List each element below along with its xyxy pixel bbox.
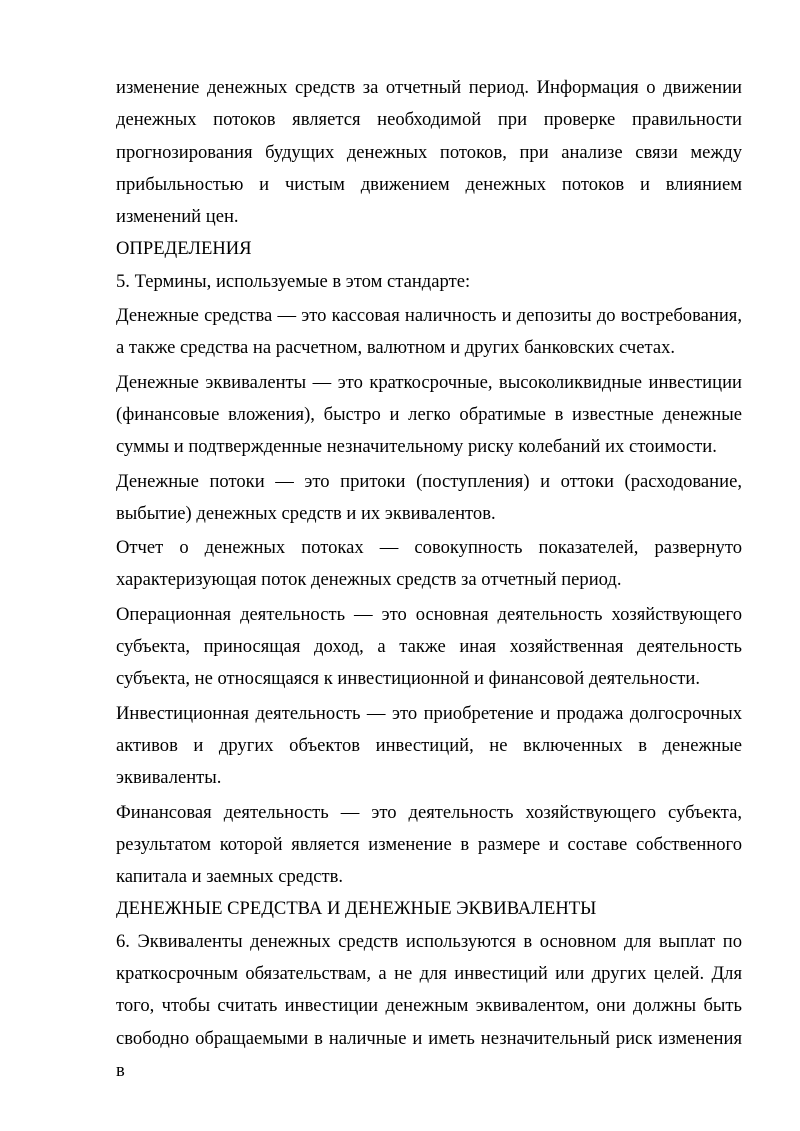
definition-cash-equivalents: Денежные эквиваленты — это краткосрочные, высоколиквидные инвестиции (финансовые вложения), быстро и легко обратимые в известные денежные суммы и подтвержденные незначительному риску колебаний их стоимости.: [116, 371, 742, 458]
definition-financing-activity: Финансовая деятельность — это деятельность хозяйствующего субъекта, результатом которой является изменение в размере и составе собственного капитала и заемных средств.: [116, 801, 742, 888]
definition-cash-flows: Денежные потоки — это притоки (поступления) и оттоки (расходование, выбытие) денежных средств и их эквивалентов.: [116, 470, 742, 524]
section-heading-definitions: ОПРЕДЕЛЕНИЯ: [116, 238, 252, 260]
paragraph-cash-flow-info: изменение денежных средств за отчетный период. Информация о движении денежных потоков является необходимой при проверке правильности прогнозирования будущих денежных потоков, при анализе связи между прибыльностью и чистым движением денежных потоков и влиянием изменений цен.: [116, 77, 742, 228]
definition-cash-flow-statement: Отчет о денежных потоках — совокупность показателей, развернуто характеризующая поток денежных средств за отчетный период.: [116, 537, 742, 591]
definition-cash: Денежные средства — это кассовая наличность и депозиты до востребования, а также средства на расчетном, валютном и других банковских счетах.: [116, 305, 742, 359]
definition-operating-activity: Операционная деятельность — это основная деятельность хозяйствующего субъекта, приносящая доход, а также иная хозяйственная деятельность субъекта, не относящаяся к инвестиционной и финансовой деятельности.: [116, 603, 742, 690]
paragraph-equivalents-usage: 6. Эквиваленты денежных средств используются в основном для выплат по краткосрочным обязательствам, а не для инвестиций или других целей. Для того, чтобы считать инвестиции денежным эквивалентом, они должны быть свободно обращаемыми в наличные и иметь незначительный риск изменения в: [116, 930, 742, 1081]
paragraph-terms-intro: 5. Термины, используемые в этом стандарте:: [116, 270, 471, 292]
section-heading-cash-and-equivalents: ДЕНЕЖНЫЕ СРЕДСТВА И ДЕНЕЖНЫЕ ЭКВИВАЛЕНТЫ: [116, 898, 597, 920]
definition-investing-activity: Инвестиционная деятельность — это приобретение и продажа долгосрочных активов и других объектов инвестиций, не включенных в денежные эквиваленты.: [116, 702, 742, 789]
document-page: [116, 72, 742, 1087]
